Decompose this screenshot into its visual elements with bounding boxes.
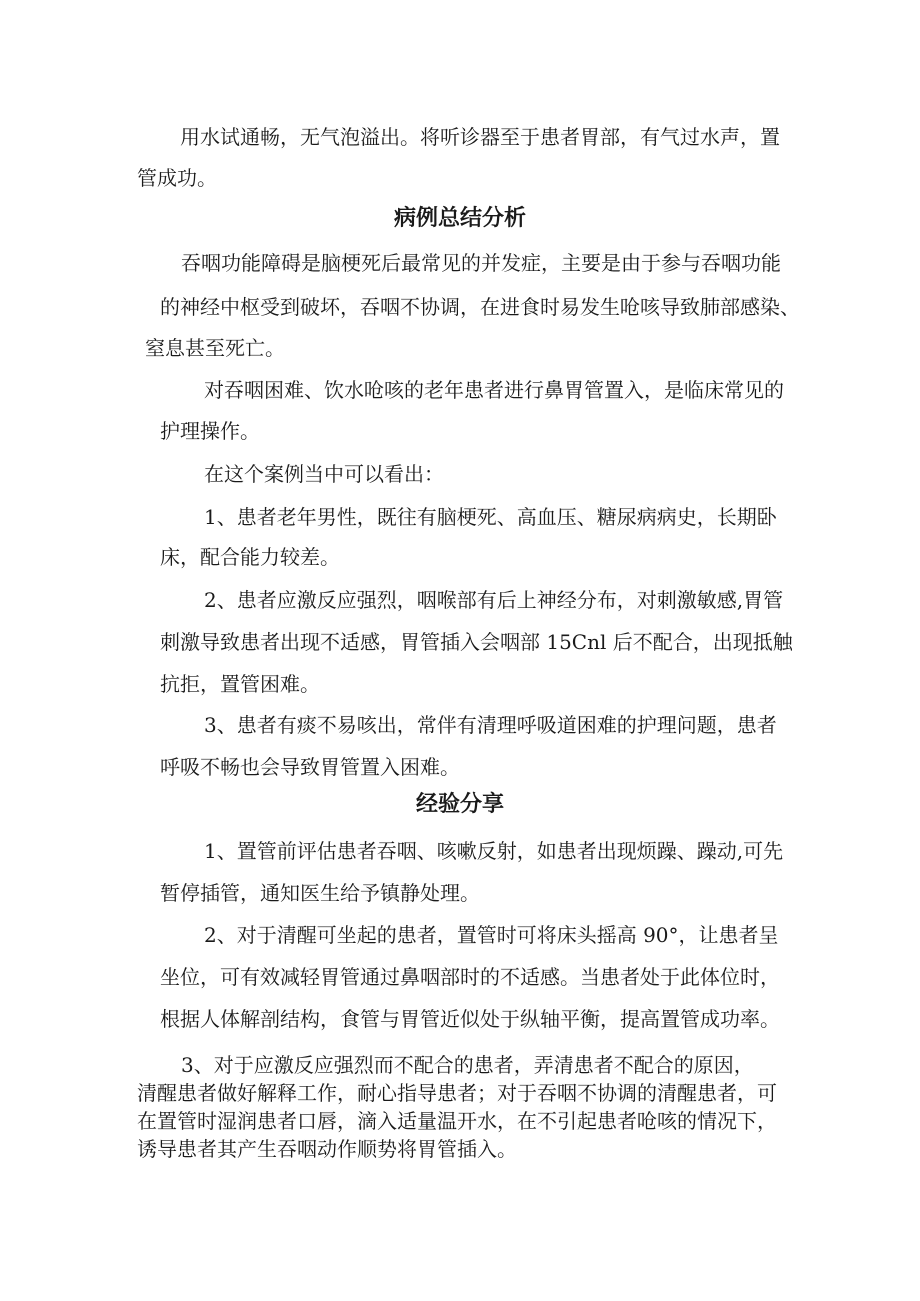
experience-item3-line-3: 在置管时湿润患者口唇，滴入适量温开水，在不引起患者呛咳的情况下， — [137, 1109, 777, 1133]
case-analysis-item2-line-3: 抗拒，置管困难。 — [160, 672, 320, 696]
case-analysis-item1-line-1: 1、患者老年男性，既往有脑梗死、高血压、糖尿病病史，长期卧 — [204, 505, 777, 529]
case-analysis-para2-line-2: 护理操作。 — [160, 419, 260, 443]
intro-line-1: 用水试通畅，无气泡溢出。将听诊器至于患者胃部，有气过水声，置 — [180, 125, 780, 149]
experience-item3-line-1: 3、对于应激反应强烈而不配合的患者，弄清患者不配合的原因， — [181, 1053, 754, 1077]
experience-item3-line-4: 诱导患者其产生吞咽动作顺势将胃管插入。 — [137, 1137, 517, 1161]
section-title-experience-sharing: 经验分享 — [415, 792, 504, 817]
experience-item3-line-2: 清醒患者做好解释工作，耐心指导患者；对于吞咽不协调的清醒患者，可 — [137, 1081, 777, 1105]
case-analysis-para1-line-3: 窒息甚至死亡。 — [145, 336, 285, 360]
case-analysis-para1-line-1: 吞咽功能障碍是脑梗死后最常见的并发症，主要是由于参与吞咽功能 — [181, 251, 781, 275]
experience-item2-line-1: 2、对于清醒可坐起的患者，置管时可将床头摇高 90°，让患者呈 — [204, 923, 779, 947]
case-analysis-item3-line-2: 呼吸不畅也会导致胃管置入困难。 — [160, 755, 460, 779]
case-analysis-item2-line-2: 刺激导致患者出现不适感，胃管插入会咽部 15Cnl 后不配合，出现抵触 — [160, 630, 793, 654]
case-analysis-para2-line-1: 对吞咽困难、饮水呛咳的老年患者进行鼻胃管置入，是临床常见的 — [204, 378, 784, 402]
case-analysis-para3-line-1: 在这个案例当中可以看出： — [204, 462, 444, 486]
case-analysis-para1-line-2: 的神经中枢受到破坏，吞咽不协调，在进食时易发生呛咳导致肺部感染、 — [160, 295, 800, 319]
intro-line-2: 管成功。 — [137, 166, 217, 190]
case-analysis-item2-line-1: 2、患者应激反应强烈，咽喉部有后上神经分布，对刺激敏感,胃管 — [204, 588, 784, 612]
experience-item1-line-2: 暂停插管，通知医生给予镇静处理。 — [160, 881, 480, 905]
experience-item2-line-2: 坐位，可有效减轻胃管通过鼻咽部时的不适感。当患者处于此体位时， — [160, 965, 780, 989]
case-analysis-item1-line-2: 床，配合能力较差。 — [160, 545, 340, 569]
experience-item2-line-3: 根据人体解剖结构，食管与胃管近似处于纵轴平衡，提高置管成功率。 — [160, 1007, 780, 1031]
experience-item1-line-1: 1、置管前评估患者吞咽、咳嗽反射，如患者出现烦躁、躁动,可先 — [204, 839, 784, 863]
section-title-case-analysis: 病例总结分析 — [393, 206, 526, 231]
case-analysis-item3-line-1: 3、患者有痰不易咳出，常伴有清理呼吸道困难的护理问题，患者 — [204, 713, 777, 737]
